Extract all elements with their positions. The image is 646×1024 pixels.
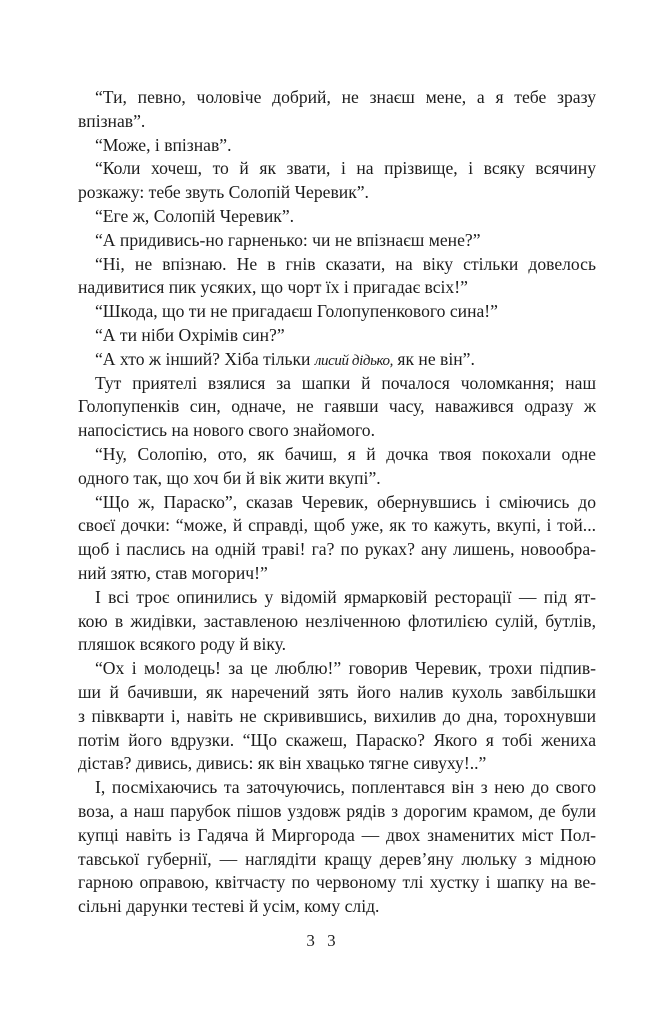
page-number: 3 3: [306, 931, 340, 950]
text-line: “Ти, певно, чоловіче добрий, не знаєш мене, а я тебе зразу: [95, 87, 596, 107]
italic-phrase: лисий дідько,: [314, 352, 393, 369]
text-line: “А придивись-но гарненько: чи не впізнаєш мене?”: [95, 229, 481, 250]
text-line: “Ні, не впізнаю. Не в гнів сказати, на віку стільки довелось: [95, 253, 596, 274]
text-line: воза, а наш парубок пішов уздовж рядів з дорогим крамом, де були: [78, 800, 596, 821]
text-line: кою в жидівки, заставленою незліченною флотилією сулій, бутлів,: [78, 610, 596, 631]
text-line: надивитися пик усяких, що чорт їх і пригадає всіх!”: [78, 277, 468, 298]
text-line: “Ну, Солопію, ото, як бачиш, я й дочка твоя покохали одне: [95, 443, 596, 464]
text-line: ний зятю, став могорич!”: [78, 562, 268, 583]
text-line: пляшок всякого роду й віку.: [78, 634, 287, 655]
page-text: [78, 86, 596, 919]
text-line: сільні дарунки тестеві й усім, кому слід.: [78, 896, 380, 917]
text-line: “А ти ніби Охрімів син?”: [95, 324, 285, 345]
text-segment: як не він”.: [393, 348, 475, 369]
text-line: дістав? дивись, дивись: як він хвацько тягне сивуху!..”: [78, 753, 487, 774]
text-line: “Еге ж, Солопій Черевик”.: [95, 205, 295, 226]
text-segment: “А хто ж інший? Хіба тільки: [95, 348, 315, 369]
text-line: І, посміхаючись та заточуючись, поплентався він з нею до свого: [95, 777, 596, 798]
text-line-with-italic: [78, 348, 596, 372]
text-line: “Ох і молодець! за це люблю!” говорив Черевик, трохи підпив-: [95, 658, 596, 679]
text-line: І всі троє опинились у відомій ярмарковій ресторації — під ят-: [95, 586, 596, 607]
text-line: напосістись на нового свого знайомого.: [78, 420, 375, 441]
text-line: своєї дочки: “може, й справді, щоб уже, як то кажуть, вкупі, і той...: [78, 515, 596, 536]
text-line: одного так, що хоч би й вік жити вкупі”.: [78, 467, 381, 488]
text-line: потім його вдрузки. “Що скажеш, Параско? Якого я тобі жениха: [78, 729, 596, 750]
text-line: тавської губернії, — наглядіти кращу дерев’яну люльку з мідною: [78, 848, 596, 869]
text-line: “Шкода, що ти не пригадаєш Голопупенкового сина!”: [95, 301, 498, 322]
text-line: Тут приятелі взялися за шапки й почалося чоломкання; наш: [95, 372, 596, 393]
text-line: впізнав”.: [78, 110, 146, 131]
text-line: “Може, і впізнав”.: [95, 134, 232, 155]
text-line: ши й бачивши, як наречений зять його налив кухоль завбільшки: [78, 681, 596, 702]
text-line: Голопупенків син, одначе, не гаявши часу, наважився одразу ж: [78, 396, 596, 417]
text-line: розкажу: тебе звуть Солопій Черевик”.: [78, 182, 369, 203]
text-line: купці навіть із Гадяча й Миргорода — двох знаменитих міст Пол-: [78, 824, 596, 845]
text-line: гарною оправою, квітчасту по червоному тлі хустку і шапку на ве-: [78, 872, 596, 893]
text-line: щоб і паслись на одній траві! га? по руках? ану лишень, новообра-: [78, 539, 596, 560]
text-line: “Що ж, Параско”, сказав Черевик, обернувшись і сміючись до: [95, 491, 596, 512]
text-line: “Коли хочеш, то й як звати, і на прізвище, і всяку всячину: [95, 158, 596, 179]
text-line: з півкварти і, навіть не скривившись, вихилив до дна, торохнувши: [78, 705, 596, 726]
